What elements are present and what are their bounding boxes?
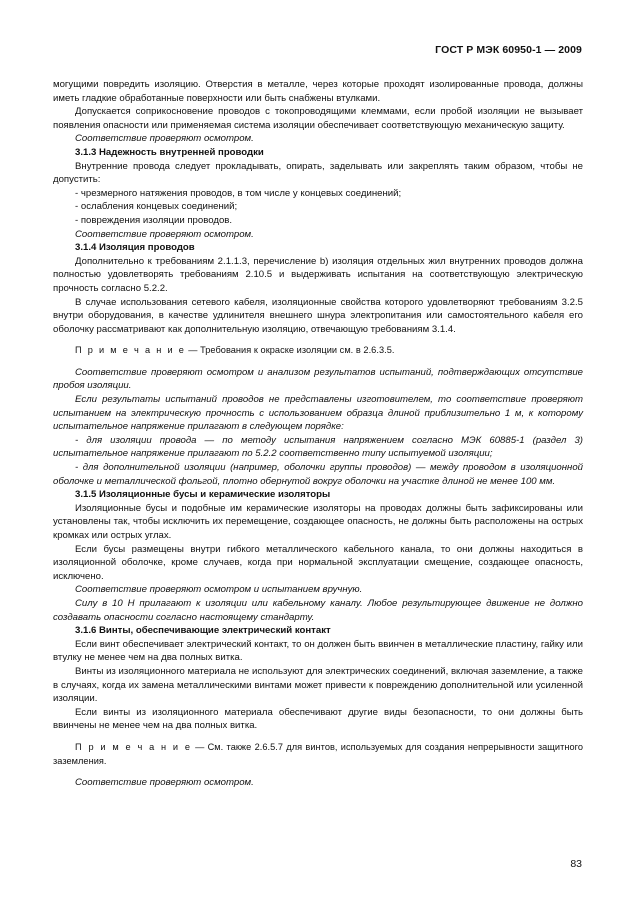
compliance-paragraph: Соответствие проверяют осмотром и испытанием вручную. bbox=[75, 584, 363, 596]
note-paragraph bbox=[53, 741, 583, 768]
compliance-paragraph: Соответствие проверяют осмотром. bbox=[75, 777, 254, 789]
compliance-paragraph: Соответствие проверяют осмотром. bbox=[75, 228, 254, 240]
body-paragraph: могущими повредить изоляцию. Отверстия в металле, через которые проходят изолированные провода, должны иметь гладкие обработанные поверхности или быть снабжены втулками. bbox=[53, 79, 583, 104]
note-dash: — bbox=[185, 345, 201, 356]
note-text: См. также 2.6.5.7 для винтов, используемых для создания непрерывности защитного заземления. bbox=[53, 741, 583, 766]
body-paragraph: Винты из изоляционного материала не используют для электрических соединений, включая заземление, а также в случаях, когда их замена металлическими винтами может привести к повреждению дополнительной или усиленной изоляции. bbox=[53, 665, 583, 705]
section-heading-3-1-4: 3.1.4 Изоляция проводов bbox=[75, 242, 195, 254]
note-label: П р и м е ч а н и е bbox=[75, 345, 186, 356]
body-paragraph: Если бусы размещены внутри гибкого металлического кабельного канала, то они должны находиться в изоляционной оболочке, кроме случаев, когда при нормальной эксплуатации смещение, создающее опасность, исключено. bbox=[53, 543, 583, 582]
note-label: П р и м е ч а н и е bbox=[75, 741, 192, 752]
body-paragraph: Внутренние провода следует прокладывать, опирать, заделывать или закреплять таким образом, чтобы не допустить: bbox=[53, 160, 583, 186]
list-item: - ослабления концевых соединений; bbox=[75, 201, 238, 213]
body-paragraph: В случае использования сетевого кабеля, изоляционные свойства которого удовлетворяют требованиям 3.2.5 внутри оборудования, в качестве удлинителя внешнего шнура электропитания или самостоятельного кабеля его оболочку рассматривают как дополнительную изоляцию, отвечающую требованиям 3.1.4. bbox=[53, 296, 583, 335]
body-paragraph: Допускается соприкосновение проводов с токопроводящими клеммами, если пробой изоляции не вызывает появления опасности или применяемая система изоляции обеспечивает соответствующую механическую защиту. bbox=[53, 106, 583, 131]
body-paragraph: Изоляционные бусы и подобные им керамические изоляторы на проводах должны быть зафиксированы или установлены так, чтобы исключить их перемещение, создающее опасность, не должны быть расположены на острых кромках или острых углах. bbox=[53, 502, 583, 541]
document-body bbox=[53, 78, 583, 790]
compliance-paragraph: Силу в 10 Н прилагают к изоляции или кабельному каналу. Любое результирующее движение не должно создавать опасности согласно настоящему стандарту. bbox=[53, 597, 583, 623]
body-paragraph: Если винты из изоляционного материала обеспечивают другие виды безопасности, то они должны быть ввинчены не менее чем на два полных витка. bbox=[53, 706, 583, 732]
compliance-paragraph: Соответствие проверяют осмотром и анализом результатов испытаний, подтверждающих отсутствие пробоя изоляции. bbox=[53, 366, 583, 392]
section-heading-3-1-5: 3.1.5 Изоляционные бусы и керамические изоляторы bbox=[75, 489, 331, 501]
compliance-list-item: - для дополнительной изоляции (например, оболочки группы проводов) — между проводом в изоляционной оболочке и металлической фольгой, плотно обернутой вокруг оболочки на участке длиной не менее 100 мм. bbox=[53, 462, 583, 487]
compliance-paragraph: Соответствие проверяют осмотром. bbox=[75, 133, 254, 145]
section-heading-3-1-6: 3.1.6 Винты, обеспечивающие электрический контакт bbox=[75, 625, 331, 637]
list-item: - повреждения изоляции проводов. bbox=[75, 214, 233, 226]
document-header: ГОСТ Р МЭК 60950-1 — 2009 bbox=[435, 44, 582, 56]
note-text: Требования к окраске изоляции см. в 2.6.3.5. bbox=[200, 345, 395, 356]
body-paragraph: Дополнительно к требованиям 2.1.1.3, перечисление b) изоляция отдельных жил внутренних проводов должна полностью удовлетворять требованиям 2.10.5 и выдерживать испытания на соответствующую электрическую прочность согласно 5.2.2. bbox=[53, 255, 583, 294]
compliance-paragraph: Если результаты испытаний проводов не представлены изготовителем, то соответствие проверяют испытанием на электрическую прочность с использованием образца длиной приблизительно 1 м, к которому испытательное напряжение прилагают в следующем порядке: bbox=[53, 394, 583, 433]
body-paragraph: Если винт обеспечивает электрический контакт, то он должен быть ввинчен в металлические пластину, гайку или втулку не менее чем на два полных витка. bbox=[53, 638, 583, 664]
compliance-list-item: - для изоляции провода — по методу испытания напряжением согласно МЭК 60885-1 (раздел 3) испытательное напряжение прилагают по 5.2.2 соответственно типу испытуемой изоляции; bbox=[53, 434, 583, 460]
section-heading-3-1-3: 3.1.3 Надежность внутренней проводки bbox=[75, 146, 264, 158]
note-dash: — bbox=[191, 741, 208, 752]
list-item: - чрезмерного натяжения проводов, в том числе у концевых соединений; bbox=[75, 187, 402, 199]
note-paragraph bbox=[53, 344, 583, 358]
page-number: 83 bbox=[570, 858, 582, 870]
